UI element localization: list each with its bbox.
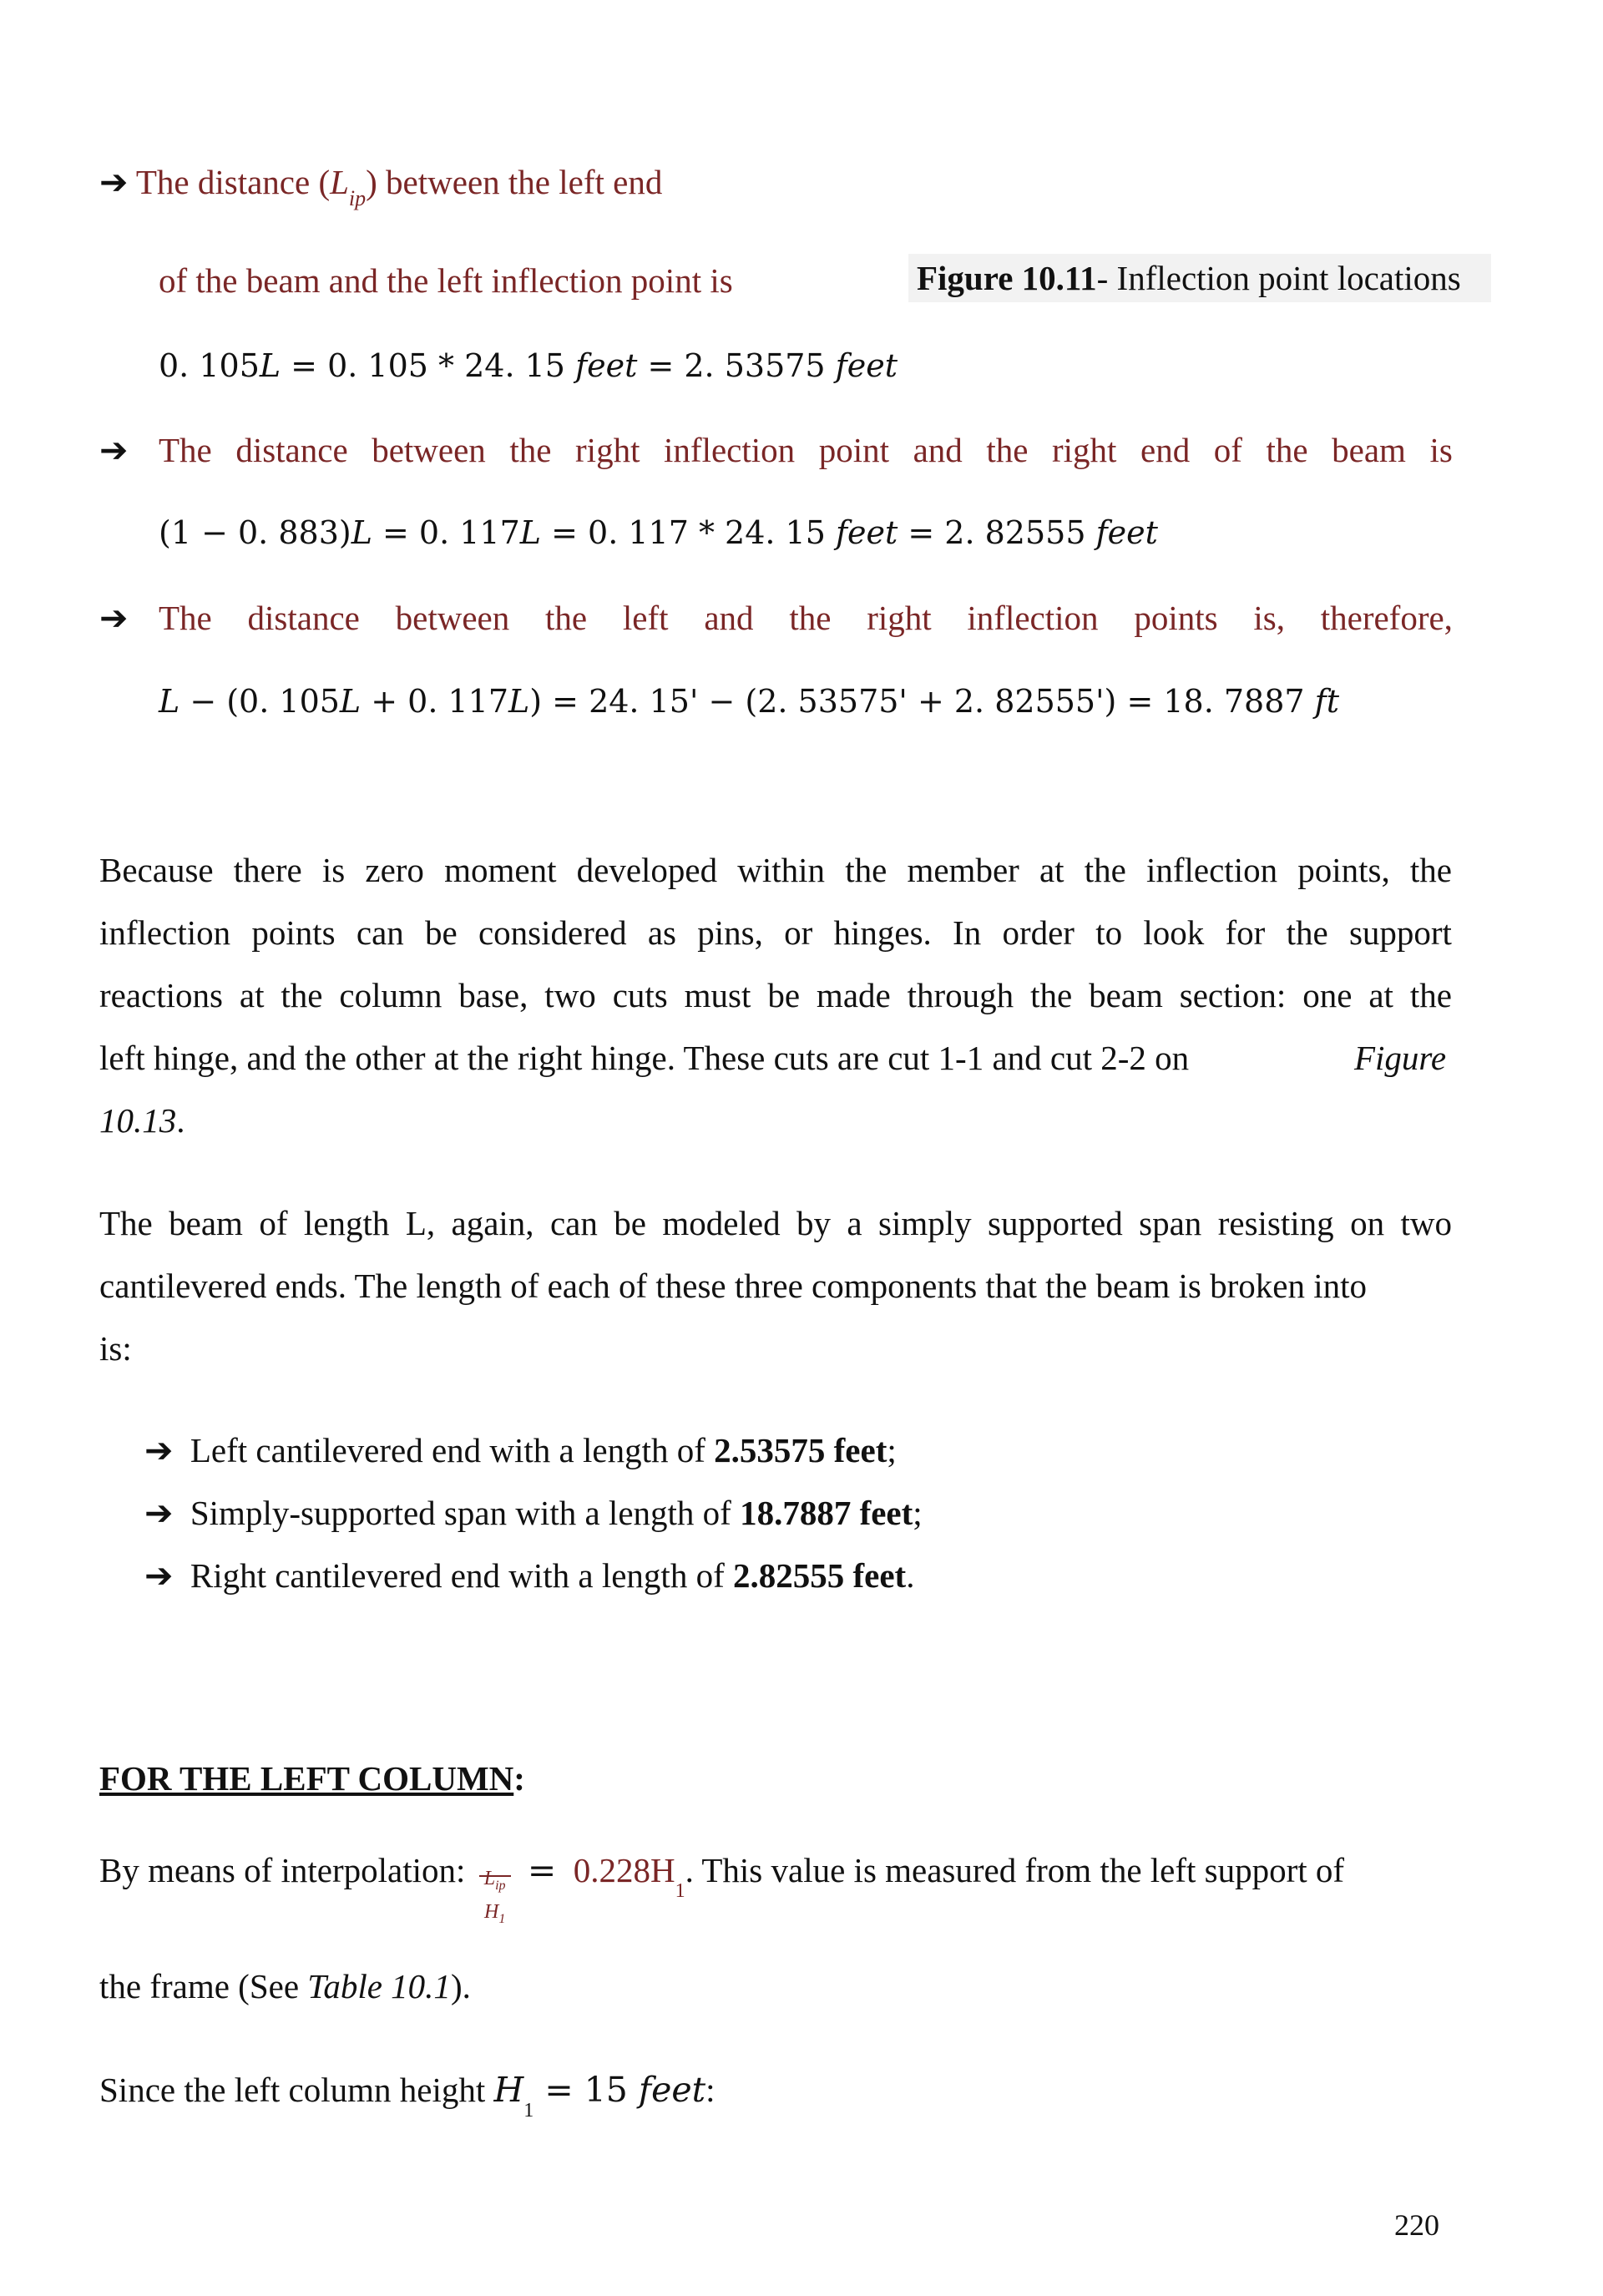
paragraph-1-word: there (233, 851, 302, 889)
paragraph-2-word: by (796, 1204, 831, 1242)
paragraph-2-line-1 (99, 1192, 1452, 1255)
bullet-2-word: distance (235, 431, 348, 469)
bullet-2-text (159, 419, 1453, 482)
column-height-end: : (705, 2071, 716, 2109)
paragraph-1-word: the (1409, 851, 1452, 889)
paragraph-2-word: modeled (662, 1204, 781, 1242)
paragraph-1-word: cuts (612, 976, 668, 1014)
bullet-3-word: right (867, 599, 932, 637)
paragraph-2-line-3: is: (99, 1329, 132, 1368)
section-heading-text: FOR THE LEFT COLUMN (99, 1759, 514, 1798)
paragraph-1-word: one (1302, 976, 1353, 1014)
bullet-2-word: end (1140, 431, 1191, 469)
bullet-3-word: the (789, 599, 832, 637)
paragraph-1-word: at (1039, 851, 1064, 889)
paragraph-1-word: points (251, 913, 336, 952)
bullet-1-equation: 0. 105𝐿 = 0. 105 * 24. 15 𝑓𝑒𝑒𝑡 = 2. 53575 𝑓𝑒𝑒𝑡 (159, 347, 898, 384)
paragraph-2-word: two (1400, 1204, 1452, 1242)
page-number: 220 (1394, 2208, 1439, 2242)
paragraph-2-word: on (1350, 1204, 1385, 1242)
bullet-3-word: the (545, 599, 588, 637)
bullet-2-word: the (509, 431, 552, 469)
column-height-subscript: 1 (523, 2100, 534, 2122)
paragraph-2-line-2: cantilevered ends. The length of each of these three components that the beam is broken into (99, 1267, 1368, 1305)
paragraph-2-word: a (847, 1204, 862, 1242)
bullet-3-word: and (704, 599, 754, 637)
interpolation-line-2 (99, 1955, 471, 2018)
paragraph-1-word: to (1095, 913, 1123, 952)
arrow-icon: ➔ (144, 1493, 174, 1533)
list-item-text: Right cantilevered end with a length of (190, 1556, 733, 1595)
paragraph-1-word: the (1409, 976, 1452, 1014)
paragraph-2-word: can (549, 1204, 598, 1242)
fraction (478, 1845, 513, 1926)
bullet-3-equation: 𝐿 − (0. 105𝐿 + 0. 117𝐿) = 24. 15' − (2. 53575' + 2. 82555') = 18. 7887 𝑓𝑡 (159, 683, 1339, 720)
arrow-icon: ➔ (99, 598, 129, 638)
bullet-2-word: is (1429, 431, 1453, 469)
paragraph-1-word: pins, (697, 913, 763, 952)
paragraph-1-line-3 (99, 964, 1452, 1027)
paragraph-1-word: base, (458, 976, 528, 1014)
fraction-denominator: $H_1$ (483, 1900, 506, 1926)
bullet-2-equation: (1 − 0. 883)𝐿 = 0. 117𝐿 = 0. 117 * 24. 15 𝑓𝑒𝑒𝑡 = 2. 82555 𝑓𝑒𝑒𝑡 (159, 514, 1158, 551)
paragraph-1-word: considered (478, 913, 627, 952)
paragraph-1-word: as (647, 913, 676, 952)
paragraph-1-word: look (1143, 913, 1205, 952)
interpolation-line (99, 1837, 1345, 1926)
figure-caption-text: - Inflection point locations (1096, 259, 1461, 297)
arrow-icon: ➔ (144, 1430, 174, 1470)
list-item (144, 1482, 923, 1545)
bullet-2-word: of (1213, 431, 1242, 469)
interpolation-value: $0.228H_1$ (573, 1851, 685, 1902)
interpolation-line-2-start: the frame (See (99, 1967, 308, 2005)
paragraph-2-word: L, (405, 1204, 436, 1242)
bullet-3-word: inflection (967, 599, 1099, 637)
paragraph-1-line-4 (99, 1027, 1189, 1090)
paragraph-1-word: points, (1297, 851, 1390, 889)
arrow-icon: ➔ (144, 1555, 174, 1596)
bullet-3-word: left (622, 599, 669, 637)
paragraph-1-line-1 (99, 839, 1452, 902)
paragraph-1-line-4-text: left hinge, and the other at the right hinge. These cuts are cut 1-1 and cut 2-2 on (99, 1039, 1190, 1077)
list-item (144, 1545, 914, 1607)
bullet-3-word: The (159, 599, 212, 637)
bullet-3-word: between (395, 599, 510, 637)
bullet-2-word: The (159, 431, 212, 469)
list-item-text: Simply-supported span with a length of (190, 1494, 741, 1532)
list-item-text: Left cantilevered end with a length of (190, 1431, 715, 1469)
equals-sign: = (527, 1850, 557, 1890)
paragraph-1-word: the (1286, 913, 1328, 952)
paragraph-2-word: be (614, 1204, 646, 1242)
paragraph-1-word: within (737, 851, 826, 889)
list-item (144, 1419, 897, 1482)
interpolation-suffix: . This value is measured from the left support of (685, 1851, 1345, 1889)
bullet-2-word: the (986, 431, 1029, 469)
paragraph-1-word: support (1348, 913, 1452, 952)
list-item-value: 2.82555 feet (732, 1556, 907, 1595)
bullet-3-word: distance (247, 599, 360, 637)
paragraph-1-word: be (767, 976, 801, 1014)
bullet-3-text (159, 587, 1453, 650)
arrow-icon: ➔ (99, 430, 129, 470)
bullet-3-word: points (1134, 599, 1218, 637)
bullet-1-line-1 (99, 151, 662, 230)
list-item-value: 18.7887 feet (740, 1494, 913, 1532)
bullet-2-word: the (1266, 431, 1308, 469)
paragraph-1-line-5 (99, 1090, 185, 1152)
bullet-2-word: inflection (664, 431, 796, 469)
arrow-icon: ➔ (99, 162, 129, 202)
paragraph-1-word: the (1030, 976, 1073, 1014)
paragraph-1-word: the (845, 851, 887, 889)
figure-caption (908, 254, 1491, 302)
bullet-1-text-end: ) between the left end (366, 163, 663, 201)
paragraph-2-word: of (259, 1204, 288, 1242)
table-reference: Table 10.1 (307, 1967, 451, 2005)
section-heading-colon: : (513, 1759, 525, 1798)
paragraph-1-word: made (816, 976, 891, 1014)
paragraph-1-word: the (281, 976, 323, 1014)
paragraph-2-word: length (303, 1204, 390, 1242)
paragraph-1-end: . (176, 1101, 185, 1140)
paragraph-2-word: beam (169, 1204, 243, 1242)
paragraph-2-word: simply (878, 1204, 972, 1242)
fraction-numerator: $L_{ip}$ (483, 1867, 506, 1893)
column-height-text: Since the left column height (99, 2071, 494, 2109)
bullet-1-variable: L (330, 163, 349, 201)
paragraph-1-word: hinges. (833, 913, 932, 952)
paragraph-1-word: or (784, 913, 813, 952)
paragraph-1-word: Because (99, 851, 214, 889)
paragraph-1-word: In (953, 913, 982, 952)
paragraph-1-line-2 (99, 902, 1452, 964)
paragraph-1-word: two (544, 976, 596, 1014)
paragraph-2-word: again, (451, 1204, 534, 1242)
section-heading (99, 1747, 525, 1810)
bullet-2-word: point (818, 431, 890, 469)
paragraph-1-word: through (907, 976, 1014, 1014)
bullet-3-word: is, (1253, 599, 1285, 637)
paragraph-2-word: The (99, 1204, 153, 1242)
bullet-1-subscript: ip (348, 186, 367, 210)
paragraph-1-word: at (1368, 976, 1393, 1014)
paragraph-1-word: beam (1089, 976, 1163, 1014)
paragraph-2-word: span (1139, 1204, 1202, 1242)
paragraph-1-word: be (425, 913, 458, 952)
bullet-2-word: beam (1332, 431, 1406, 469)
column-height-value: = 15 𝑓𝑒𝑒𝑡 (533, 2070, 706, 2110)
column-height-line (99, 2059, 716, 2142)
paragraph-1-word: for (1225, 913, 1266, 952)
paragraph-1-word: order (1002, 913, 1075, 952)
paragraph-1-word: reactions (99, 976, 223, 1014)
paragraph-1-word: can (356, 913, 404, 952)
paragraph-1-word: inflection (1145, 851, 1278, 889)
column-height-variable: H (493, 2070, 524, 2110)
paragraph-1-word: moment (444, 851, 557, 889)
paragraph-1-word: inflection (99, 913, 231, 952)
bullet-3-word: therefore, (1320, 599, 1453, 637)
paragraph-2-word: supported (988, 1204, 1123, 1242)
paragraph-1-word: member (907, 851, 1019, 889)
list-item-end: . (906, 1556, 915, 1595)
list-item-end: ; (887, 1431, 897, 1469)
paragraph-1-word: must (684, 976, 751, 1014)
interpolation-line-2-end: ). (450, 1967, 471, 2005)
figure-reference: Figure (1354, 1039, 1447, 1077)
bullet-2-word: right (575, 431, 640, 469)
list-item-value: 2.53575 feet (714, 1431, 887, 1469)
paragraph-1-word: zero (365, 851, 424, 889)
paragraph-1-word: section: (1179, 976, 1287, 1014)
paragraph-1-word: developed (576, 851, 718, 889)
bullet-2-word: right (1052, 431, 1117, 469)
fraction-bar (479, 1875, 511, 1877)
bullet-2-word: and (913, 431, 963, 469)
paragraph-1-word: at (239, 976, 265, 1014)
paragraph-2-word: resisting (1217, 1204, 1334, 1242)
bullet-1-line-2: of the beam and the left inflection point is (159, 261, 733, 300)
paragraph-1-word: column (339, 976, 442, 1014)
paragraph-1-word: is (321, 851, 346, 889)
figure-caption-label: Figure 10.11 (917, 259, 1097, 297)
bullet-1-text-start: The distance ( (135, 163, 331, 201)
bullet-2-word: between (372, 431, 486, 469)
interpolation-prefix: By means of interpolation: (99, 1851, 466, 1889)
paragraph-1-word: the (1084, 851, 1126, 889)
list-item-end: ; (913, 1494, 923, 1532)
figure-reference-number: 10.13 (99, 1101, 177, 1140)
